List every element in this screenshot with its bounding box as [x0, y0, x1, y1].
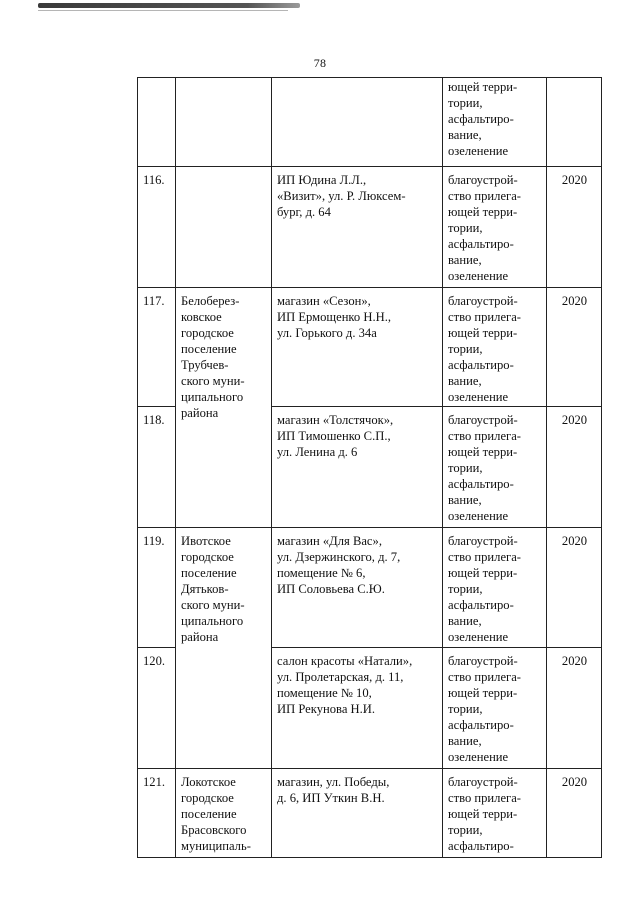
table-row: [138, 78, 602, 167]
row-number: 117.: [138, 288, 176, 407]
year-cell: 2020: [547, 407, 602, 528]
object-cell: салон красоты «Натали», ул. Пролетарская, д. 11, помещение № 10, ИП Рекунова Н.И.: [272, 648, 443, 769]
year-cell: 2020: [547, 288, 602, 407]
object-cell: магазин «Толстячок», ИП Тимошенко С.П., ул. Ленина д. 6: [272, 407, 443, 528]
table-row: [138, 769, 602, 858]
object-cell: магазин «Сезон», ИП Ермощенко Н.Н., ул. Горького д. 34а: [272, 288, 443, 407]
page-number: 78: [313, 56, 327, 70]
registry-table: [137, 77, 602, 858]
works-cell: благоустрой- ство прилега- ющей терри- тории, асфальтиро- вание, озеленение: [443, 167, 547, 288]
year-cell: 2020: [547, 528, 602, 648]
works-cell: благоустрой- ство прилега- ющей терри- тории, асфальтиро- вание, озеленение: [443, 528, 547, 648]
settlement-cell: Локотское городское поселение Брасовского муниципаль-: [176, 769, 272, 858]
scan-artifact-bar: [38, 3, 300, 8]
works-cell: благоустрой- ство прилега- ющей терри- тории, асфальтиро- вание, озеленение: [443, 407, 547, 528]
object-cell: магазин «Для Вас», ул. Дзержинского, д. 7, помещение № 6, ИП Соловьева С.Ю.: [272, 528, 443, 648]
year-cell: 2020: [547, 167, 602, 288]
row-number: 120.: [138, 648, 176, 769]
settlement-cell: Ивотское городское поселение Дятьков- ского муни- ципального района: [176, 528, 272, 769]
object-cell: магазин, ул. Победы, д. 6, ИП Уткин В.Н.: [272, 769, 443, 858]
settlement-cell: [176, 78, 272, 167]
works-cell: благоустрой- ство прилега- ющей терри- тории, асфальтиро- вание, озеленение: [443, 288, 547, 407]
row-number: 118.: [138, 407, 176, 528]
row-number: 119.: [138, 528, 176, 648]
year-cell: 2020: [547, 769, 602, 858]
works-cell: благоустрой- ство прилега- ющей терри- тории, асфальтиро-: [443, 769, 547, 858]
row-number: 116.: [138, 167, 176, 288]
settlement-cell: Белоберез- ковское городское поселение Трубчев- ского муни- ципального района: [176, 288, 272, 528]
table-row: [138, 528, 602, 648]
works-cell: благоустрой- ство прилега- ющей терри- тории, асфальтиро- вание, озеленение: [443, 648, 547, 769]
year-cell: [547, 78, 602, 167]
scan-artifact-line: [38, 10, 288, 11]
works-cell: ющей терри- тории, асфальтиро- вание, озеленение: [443, 78, 547, 167]
row-number: 121.: [138, 769, 176, 858]
row-number: [138, 78, 176, 167]
table-row: [138, 167, 602, 288]
object-cell: ИП Юдина Л.Л., «Визит», ул. Р. Люксем- бург, д. 64: [272, 167, 443, 288]
settlement-cell: [176, 167, 272, 288]
object-cell: [272, 78, 443, 167]
year-cell: 2020: [547, 648, 602, 769]
table-row: [138, 288, 602, 407]
